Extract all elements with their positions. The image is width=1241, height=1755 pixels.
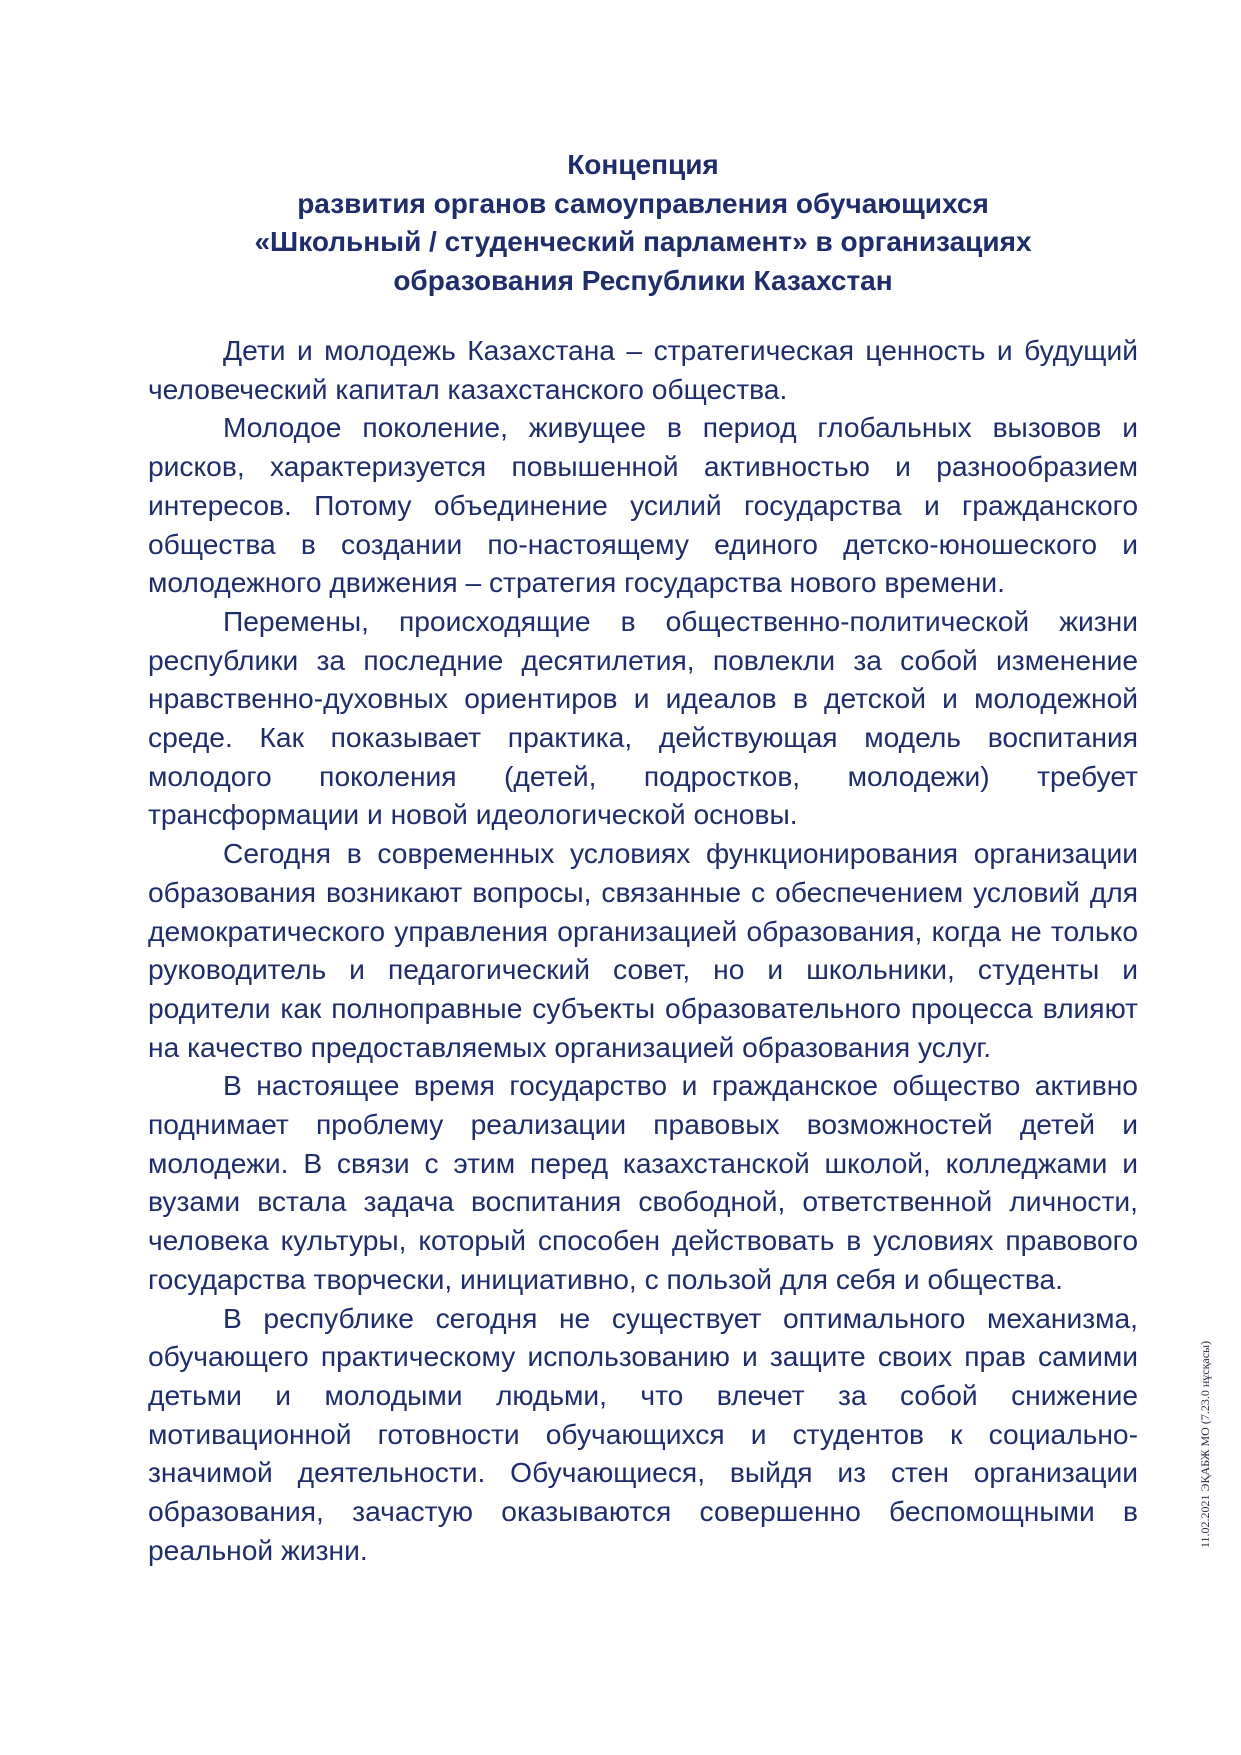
paragraph-6: В республике сегодня не существует оптимального механизма, обучающего практическому использованию и защите своих прав самими детьми и молодыми людьми, что влечет за собой снижение мотивационной готовности обучающихся и студентов к социально-значимой деятельности. Обучающиеся, выйдя из стен организации образования, зачастую оказываются совершенно беспомощными в реальной жизни.: [148, 1301, 1138, 1566]
paragraph-5: В настоящее время государство и гражданское общество активно поднимает проблему реализации правовых возможностей детей и молодежи. В связи с этим перед казахстанской школой, колледжами и вузами встала задача воспитания свободной, ответственной личности, человека культуры, который способен действовать в условиях правового государства творчески, инициативно, с пользой для себя и общества.: [148, 1069, 1138, 1295]
title-line-4: образования Республики Казахстан: [393, 264, 893, 296]
paragraph-1: Дети и молодежь Казахстана – стратегическая ценность и будущий человеческий капитал казахстанского общества.: [148, 334, 1138, 405]
paragraph-3: Перемены, происходящие в общественно-политической жизни республики за последние десятилетия, повлекли за собой изменение нравственно-духовных ориентиров и идеалов в детской и молодежной среде. Как показывает практика, действующая модель воспитания молодого поколения (детей, подростков, молодежи) требует трансформации и новой идеологической основы.: [148, 604, 1138, 831]
document-title: [150, 146, 1136, 300]
paragraph-4: Сегодня в современных условиях функционирования организации образования возникают вопросы, связанные с обеспечением условий для демократического управления организацией образования, когда не только руководитель и педагогический совет, но и школьники, студенты и родители как полноправные субъекты образовательного процесса влияют на качество предоставляемых организацией образования услуг.: [148, 837, 1138, 1063]
title-line-3: «Школьный / студенческий парламент» в организациях: [254, 226, 1032, 257]
paragraph-2: Молодое поколение, живущее в период глобальных вызовов и рисков, характеризуется повышенной активностью и разнообразием интересов. Потому объединение усилий государства и гражданского общества в создании по-настоящему единого детско-юношеского и молодежного движения – стратегия государства нового времени.: [148, 411, 1138, 599]
side-registration-stamp: 11.02.2021 ЭҚАБЖ МО (7.23.0 нұсқасы): [1198, 1340, 1212, 1548]
document-body: [148, 331, 1138, 1570]
title-line-1: Концепция: [567, 149, 719, 180]
title-line-2: развития органов самоуправления обучающихся: [297, 187, 989, 219]
